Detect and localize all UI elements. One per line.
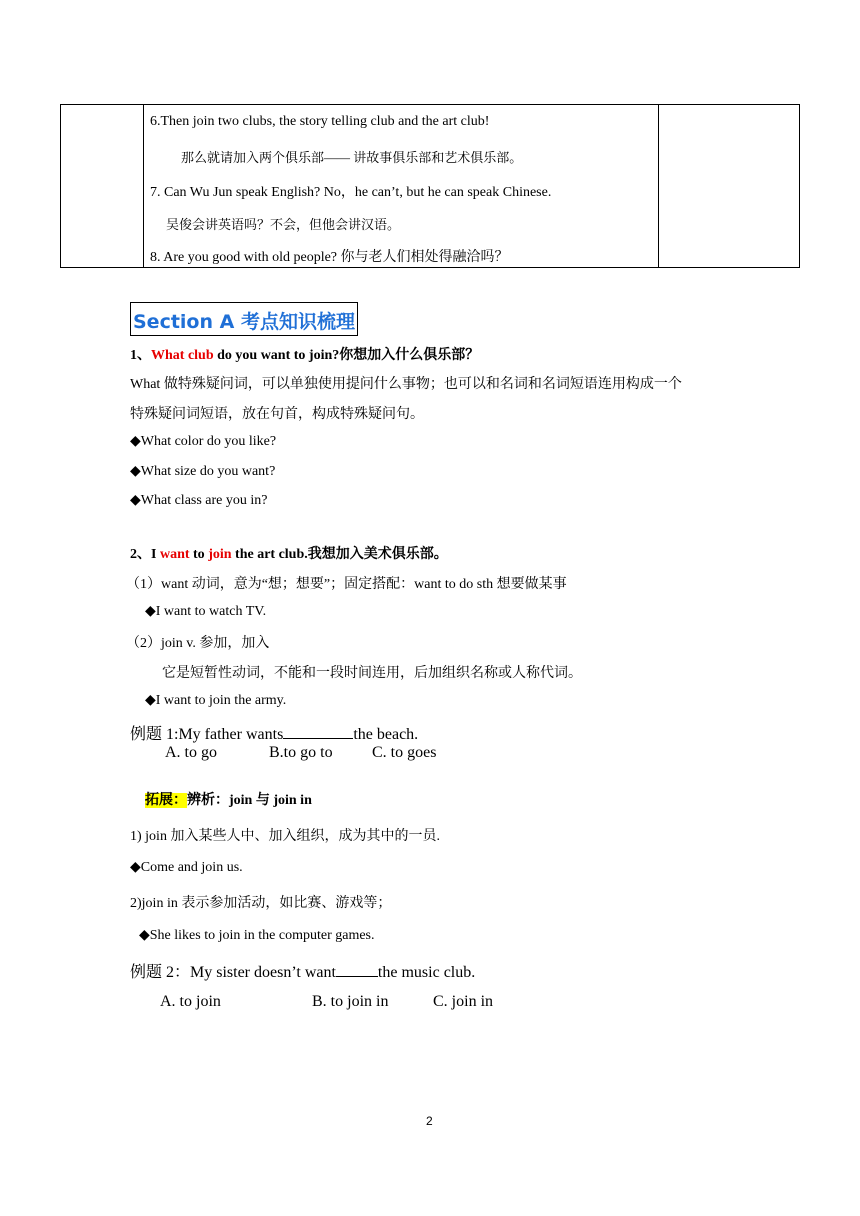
- table-divider: [658, 105, 659, 267]
- point-1-example: ◆What size do you want?: [130, 464, 276, 479]
- exercise-1-question: [130, 721, 418, 744]
- exercise-2-option-c: C. join in: [433, 993, 494, 1010]
- exercise-1-option-c: C. to goes: [372, 744, 437, 761]
- extension-label: 拓展：: [145, 793, 187, 808]
- exercise-2-option-b: B. to join in: [312, 993, 389, 1010]
- point-1-example: ◆What color do you like?: [130, 434, 277, 449]
- table-row-sentence: 7. Can Wu Jun speak English? No，he can’t, but he can speak Chinese.: [150, 185, 552, 200]
- extension-join-example: ◆Come and join us.: [130, 860, 243, 875]
- table-row-sentence: 8. Are you good with old people? 你与老人们相处得融洽吗？: [150, 250, 509, 265]
- exercise-1-option-a: A. to go: [165, 744, 217, 761]
- point-2-heading: [130, 543, 448, 563]
- table-row-translation: 那么就请加入两个俱乐部—— 讲故事俱乐部和艺术俱乐部。: [181, 150, 523, 165]
- point-1-explanation: 特殊疑问词短语，放在句首，构成特殊疑问句。: [130, 407, 424, 422]
- point-2-sentence: the art club.我想加入美术俱乐部。: [231, 547, 448, 562]
- extension-join-meaning: 1) join 加入某些人中、加入组织，成为其中的一员.: [130, 829, 440, 844]
- table-row-sentence: 6.Then join two clubs, the story telling club and the art club!: [150, 114, 490, 129]
- extension-title: 辨析：join 与 join in: [187, 793, 312, 808]
- table-divider: [143, 105, 144, 267]
- point-2-keyword-join: join: [208, 547, 232, 562]
- point-1-example: ◆What class are you in?: [130, 493, 268, 508]
- point-1-explanation: What 做特殊疑问词，可以单独使用提问什么事物；也可以和名词和名词短语连用构成一个: [130, 377, 682, 392]
- point-2-join-definition: （2）join v. 参加，加入: [126, 636, 270, 651]
- exercise-1-blank: [283, 724, 353, 739]
- section-heading: Section A 考点知识梳理: [130, 302, 358, 336]
- extension-heading: [145, 789, 312, 809]
- exercise-2-blank: [336, 962, 378, 977]
- exercise-2-prefix: 例题 2：My sister doesn’t want: [130, 964, 336, 981]
- point-2-keyword-want: want: [159, 547, 190, 562]
- point-1-number: 1、: [130, 348, 151, 363]
- exercise-1-suffix: the beach.: [353, 726, 419, 743]
- point-2-to: to: [189, 547, 209, 562]
- exercise-1-prefix: 例题 1:My father wants: [130, 726, 284, 743]
- point-2-join-explanation: 它是短暂性动词，不能和一段时间连用，后加组织名称或人称代词。: [162, 666, 582, 681]
- point-2-want-definition: （1）want 动词，意为“想；想要”；固定搭配：want to do sth 想要做某事: [126, 577, 567, 592]
- exercise-2-option-a: A. to join: [160, 993, 221, 1010]
- point-1-keyword: What club: [151, 348, 214, 363]
- point-1-sentence: do you want to join?你想加入什么俱乐部？: [213, 348, 480, 363]
- extension-join-in-example: ◆She likes to join in the computer games.: [139, 928, 375, 943]
- exercise-2-question: [130, 959, 475, 982]
- point-1-heading: [130, 344, 479, 364]
- extension-join-in-meaning: 2)join in 表示参加活动，如比赛、游戏等；: [130, 896, 392, 911]
- point-2-want-example: ◆I want to watch TV.: [145, 604, 267, 619]
- page-number: 2: [426, 1114, 433, 1128]
- point-2-number: 2、I: [130, 547, 160, 562]
- point-2-join-example: ◆I want to join the army.: [145, 693, 287, 708]
- exercise-2-suffix: the music club.: [377, 964, 476, 981]
- table-row-translation: 吴俊会讲英语吗？不会，但他会讲汉语。: [166, 217, 401, 232]
- exercise-1-option-b: B.to go to: [269, 744, 333, 761]
